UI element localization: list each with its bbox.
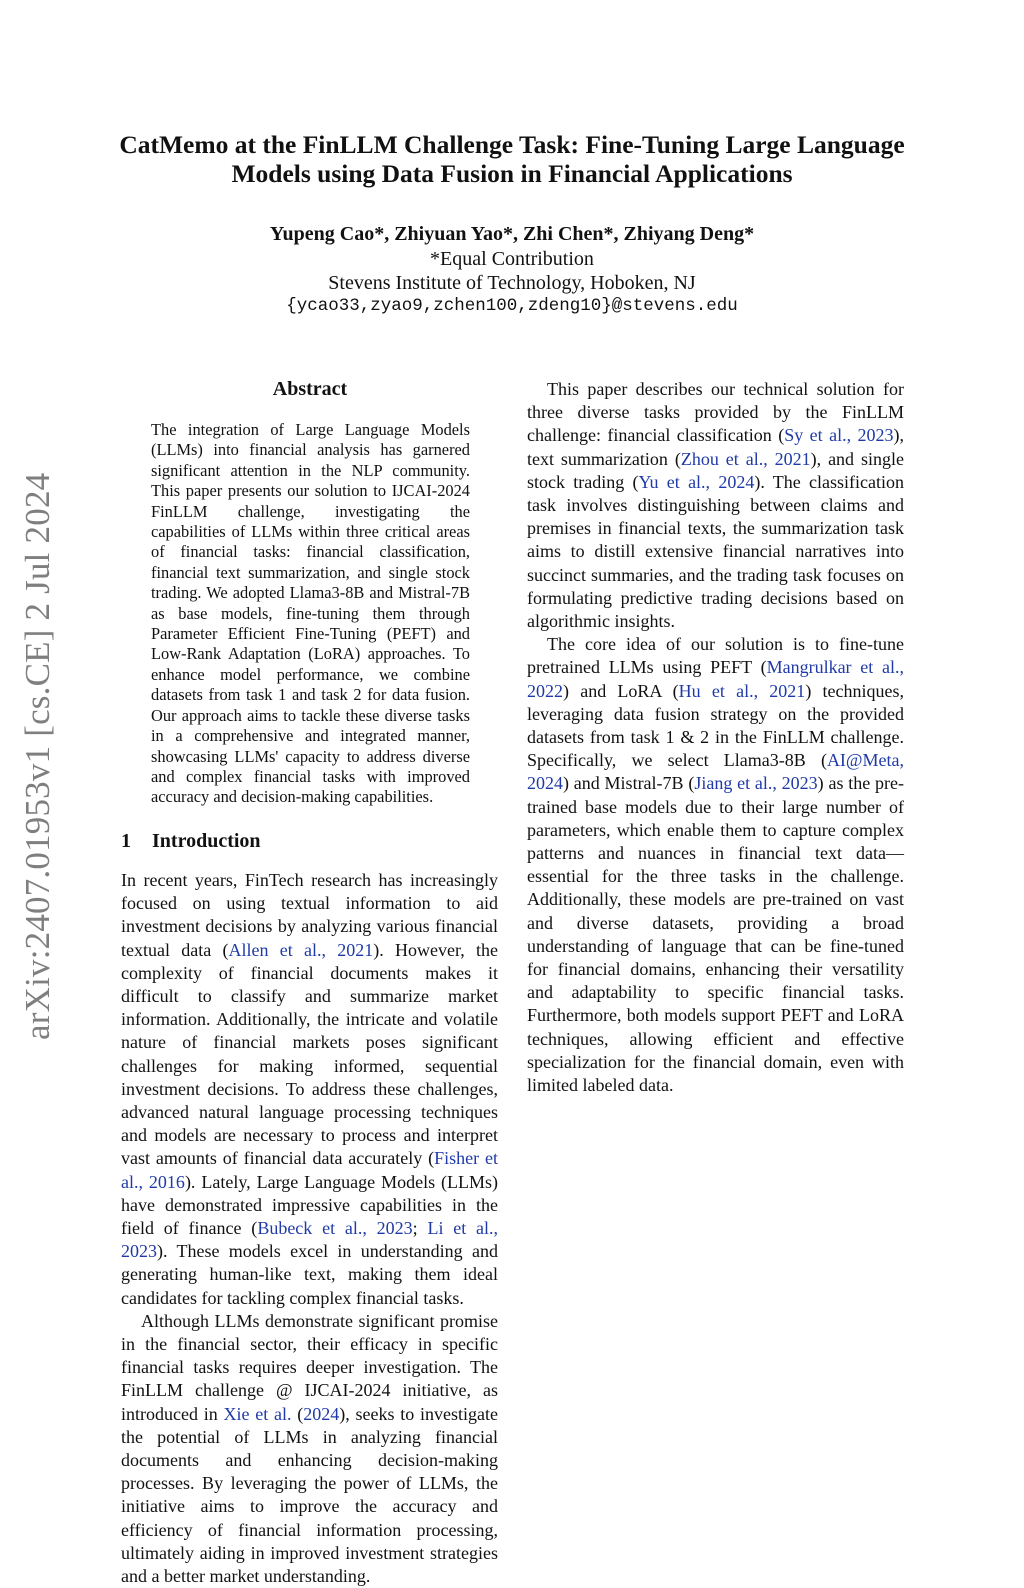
intro-paragraph-3: [527, 378, 904, 633]
citation-link[interactable]: 2024: [303, 1403, 340, 1424]
citation-link[interactable]: Zhou et al., 2021: [680, 448, 811, 469]
section-title: Introduction: [152, 830, 261, 852]
arxiv-identifier: arXiv:2407.01953v1 [cs.CE] 2 Jul 2024: [18, 472, 57, 1040]
citation-link[interactable]: Allen et al., 2021: [228, 939, 374, 960]
abstract-text: The integration of Large Language Models (LLMs) into financial analysis has garnered significant attention in the NLP community. This paper presents our solution to IJCAI-2024 FinLLM challenge, investigating the capabilities of LLMs within three critical areas of financial tasks: financial classification, financial text summarization, and single stock trading. We adopted Llama3-8B and Mistral-7B as base models, fine-tuning them through Parameter Efficient Fine-Tuning (PEFT) and Low-Rank Adaptation (LoRA) approaches. To enhance model performance, we combine datasets from task 1 and task 2 for data fusion. Our approach aims to tackle these diverse tasks in a comprehensive and integrated manner, showcasing LLMs' capacity to address diverse and complex financial tasks with improved accuracy and decision-making capabilities.: [151, 420, 470, 807]
equal-contribution-note: *Equal Contribution: [430, 248, 594, 270]
abstract-heading: Abstract: [272, 378, 348, 400]
text-span: In recent years, FinTech research has increasingly focused on using textual information to aid investment decisions by analyzing various financial textual data (: [121, 870, 498, 960]
text-span: ) techniques, leveraging data fusion strategy on the provided datasets from task 1 & 2 in the FinLLM challenge. Specifically, we select Llama3-8B (: [527, 680, 905, 771]
paper-title: [100, 130, 924, 188]
section-number: 1: [121, 830, 131, 852]
text-span: ). The classification task involves distinguishing between claims and premises in financial texts, the summarization task aims to distill extensive financial narratives into succinct summaries, and the trading task focuses on formulating predictive trading decisions based on algorithmic insights.: [527, 471, 905, 632]
text-span: ). However, the complexity of financial documents makes it difficult to classify and summarize market information. Additionally, the intricate and volatile nature of financial markets poses significant challenges for making informed, sequential investment decisions. To address these challenges, advanced natural language processing techniques and models are necessary to process and interpret vast amounts of financial data accurately (: [121, 939, 498, 1169]
text-span: ) as the pre-trained base models due to their large number of parameters, which enable them to capture complex patterns and nuances in financial text data—essential for the three tasks in the challenge. Additionally, these models are pre-trained on vast and diverse datasets, providing a broad understanding of language that can be fine-tuned for financial domains, enhancing their versatility and adaptability to specific financial tasks. Furthermore, both models support PEFT and LoRA techniques, allowing efficient and effective specialization for the financial domain, even with limited labeled data.: [527, 773, 904, 1096]
citation-link[interactable]: Li et al., 2023: [121, 1218, 499, 1262]
title-line-1: CatMemo at the FinLLM Challenge Task: Fine-Tuning Large Language: [119, 130, 905, 159]
citation-link[interactable]: AI@Meta, 2024: [527, 750, 904, 794]
author-list: Yupeng Cao*, Zhiyuan Yao*, Zhi Chen*, Zhiyang Deng*: [269, 223, 755, 245]
text-span: ), text summarization (: [527, 425, 904, 469]
citation-link[interactable]: Xie et al.: [223, 1403, 292, 1424]
author-emails: {ycao33,zyao9,zchen100,zdeng10}@stevens.edu: [286, 296, 738, 316]
citation-link[interactable]: Bubeck et al., 2023: [257, 1218, 413, 1239]
text-span: ), seeks to investigate the potential of LLMs in analyzing financial documents and enhancing decision-making processes. By leveraging the power of LLMs, the initiative aims to improve the accuracy and efficiency of financial information processing, ultimately aiding in improved investment strategies and a better market understanding.: [121, 1403, 498, 1587]
intro-paragraph-1: [121, 869, 498, 1310]
citation-link[interactable]: Mangrulkar et al., 2022: [527, 657, 904, 701]
text-span: ). These models excel in understanding and generating human-like text, making them ideal candidates for tackling complex financial tasks.: [121, 1241, 498, 1308]
text-span: (: [291, 1403, 304, 1424]
text-span: ) and LoRA (: [563, 680, 679, 701]
right-column: [527, 378, 904, 1097]
text-span: ), and single stock trading (: [527, 448, 904, 492]
citation-link[interactable]: Jiang et al., 2023: [694, 773, 818, 794]
text-span: The core idea of our solution is to fine-tune pretrained LLMs using PEFT (: [527, 634, 904, 678]
left-column: [121, 869, 498, 1588]
text-span: ;: [412, 1218, 428, 1239]
citation-link[interactable]: Yu et al., 2024: [638, 471, 755, 492]
affiliation: Stevens Institute of Technology, Hoboken, NJ: [328, 272, 696, 294]
citation-link[interactable]: Fisher et al., 2016: [121, 1148, 498, 1192]
text-span: This paper describes our technical solution for three diverse tasks provided by the FinLLM challenge: financial classification (: [527, 379, 904, 446]
citation-link[interactable]: Sy et al., 2023: [784, 425, 894, 446]
intro-paragraph-2: [121, 1310, 498, 1588]
intro-paragraph-4: [527, 633, 904, 1097]
citation-link[interactable]: Hu et al., 2021: [678, 680, 806, 701]
text-span: Although LLMs demonstrate significant promise in the financial sector, their efficacy in specific financial tasks requires deeper investigation. The FinLLM challenge @ IJCAI-2024 initiative, as introduced in: [121, 1310, 498, 1424]
text-span: ) and Mistral-7B (: [563, 773, 695, 794]
section-heading-introduction: [121, 830, 261, 853]
text-span: ). Lately, Large Language Models (LLMs) have demonstrated impressive capabilities in the field of finance (: [121, 1171, 498, 1239]
title-line-2: Models using Data Fusion in Financial Applications: [231, 159, 793, 188]
